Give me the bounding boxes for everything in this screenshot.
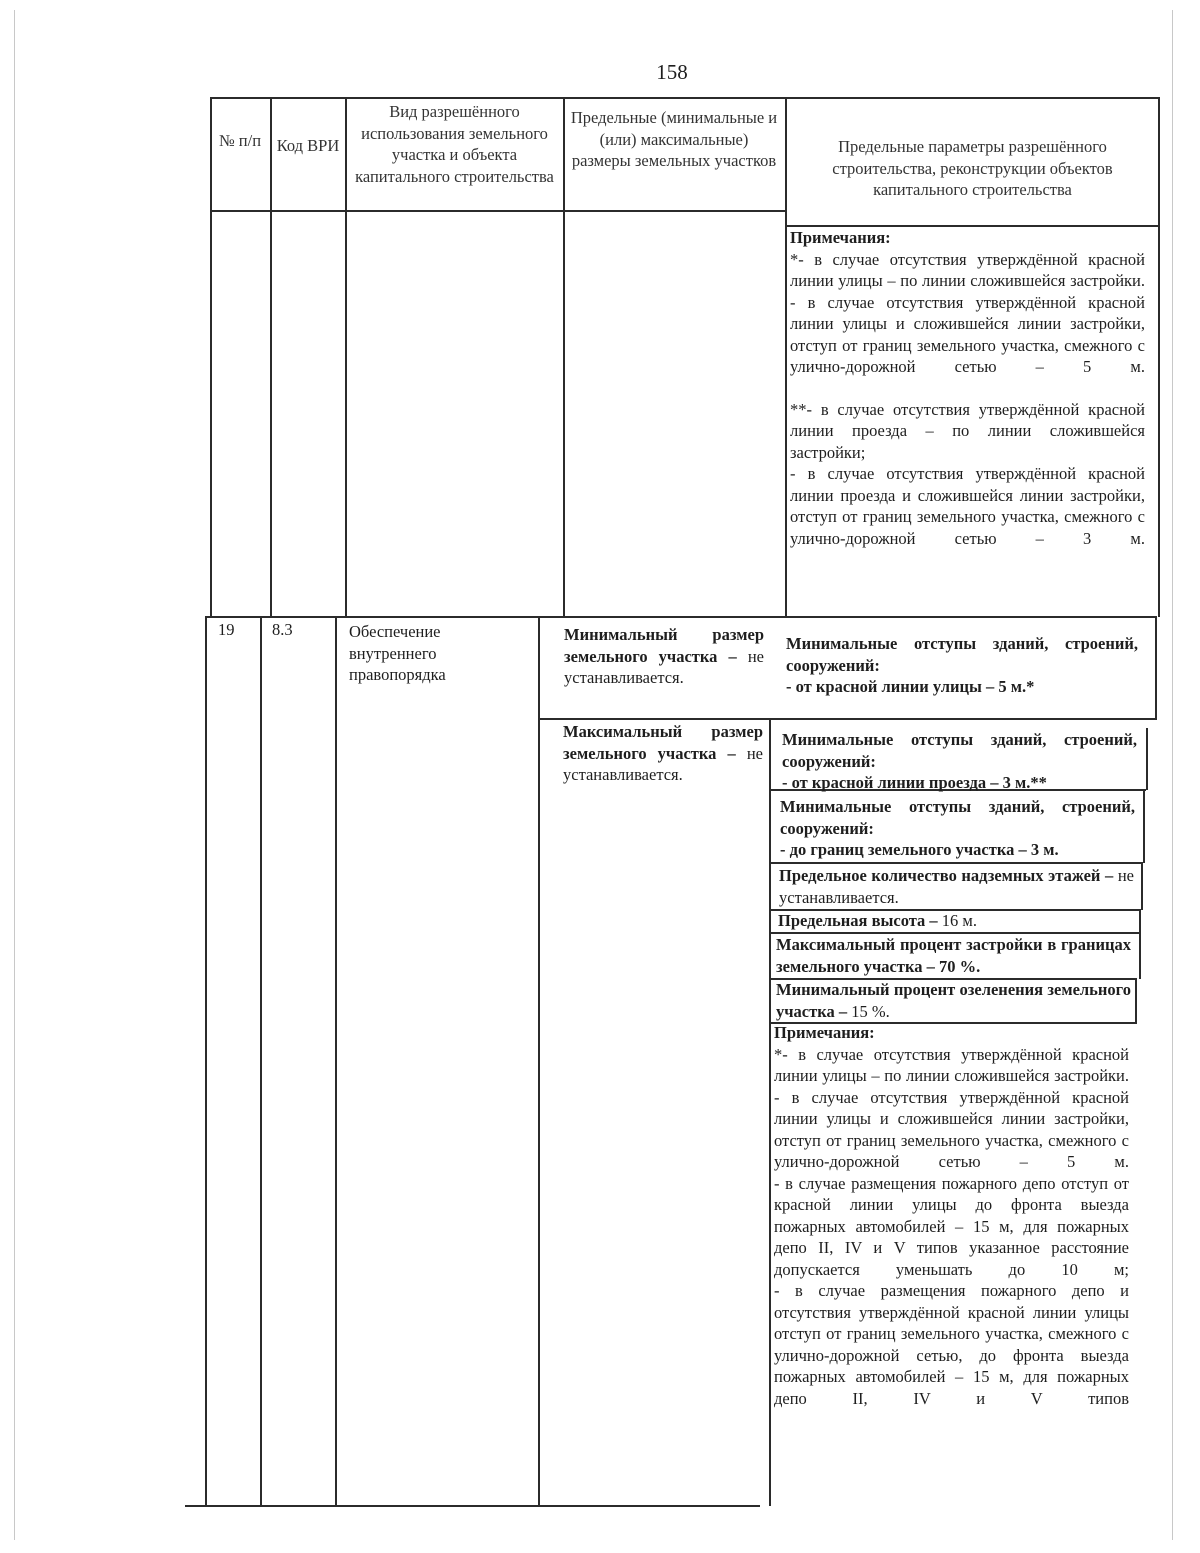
row19-code: 8.3 [272,620,293,639]
param-2-value: - от красной линии проезда – 3 м.** [782,773,1047,792]
min-size-value: не устанавливается. [564,646,764,687]
row19-use: Обеспечение внутреннего правопорядка [349,622,446,684]
row19-note-1: *- в случае отсутствия утверждённой красной линии улицы – по линии сложившейся застройки. [774,1044,1129,1085]
row19-num: 19 [218,620,235,639]
header-col-code: Код ВРИ [276,136,340,155]
param-1-label: Минимальные отступы зданий, строений, сооружений: [786,634,1138,675]
param-setback-boundary [780,796,1135,861]
param-7-label: Минимальный процент озеленения земельного участка – [776,980,1131,1021]
prev-note-2: - в случае отсутствия утверждённой красной линии улицы и сложившейся линии застройки, отступ от границ земельного участка, смежного с улично-дорожной сетью – 5 м. [790,292,1145,376]
row19-note-2: - в случае отсутствия утверждённой красной линии улицы и сложившейся линии застройки, отступ от границ земельного участка, смежного с улично-дорожной сетью – 5 м. [774,1087,1129,1171]
prev-note-1: *- в случае отсутствия утверждённой красной линии улицы – по линии сложившейся застройки. [790,249,1145,290]
row19-min-size [564,624,764,689]
param-5-value: 16 м. [941,911,977,930]
param-5-label: Предельная высота – [778,911,938,930]
header-col-num: № п/п [218,131,262,150]
param-6-label: Максимальный процент застройки в границах земельного участка – [776,935,1131,976]
row19-notes-title: Примечания: [774,1023,875,1042]
max-size-value: не устанавливается. [563,743,763,784]
param-2-label: Минимальные отступы зданий, строений, сооружений: [782,730,1137,771]
param-setback-street [786,633,1138,698]
header-col-use: Вид разрешённого использования земельного участка и объекта капитального строительства [355,102,554,186]
scan-edge-right [1172,10,1173,1540]
param-6-value: 70 %. [938,956,981,976]
param-4-label: Предельное количество надземных этажей – [779,866,1114,885]
min-size-label: Минимальный размер земельного участка – [564,625,764,666]
header-col-params: Предельные параметры разрешённого строительства, реконструкции объектов капитального строительства [832,137,1113,199]
row19-note-3: - в случае размещения пожарного депо отступ от красной линии улицы до фронта выезда пожарных автомобилей – 15 м, для пожарных депо II, IV и V типов указанное расстояние допускается уменьшать до 10 м; [774,1173,1129,1279]
row19-max-size [563,721,763,786]
prev-notes [790,227,1145,549]
param-min-greening [776,979,1131,1022]
scan-edge-left [14,10,15,1540]
param-7-value: 15 %. [851,1001,890,1021]
param-1-value: - от красной линии улицы – 5 м.* [786,677,1035,696]
param-max-coverage [776,934,1131,977]
prev-note-4: - в случае отсутствия утверждённой красной линии проезда и сложившейся линии застройки, отступ от границ земельного участка, смежного с улично-дорожной сетью – 3 м. [790,464,1145,548]
row19-notes [774,1022,1129,1506]
param-height [778,910,1133,932]
param-floors [779,865,1134,908]
param-3-label: Минимальные отступы зданий, строений, сооружений: [780,797,1135,838]
param-3-value: - до границ земельного участка – 3 м. [780,840,1059,859]
max-size-label: Максимальный размер земельного участка – [563,722,763,763]
row19-note-4: - в случае размещения пожарного депо и отсутствия утверждённой красной линии улицы отступ от границ земельного участка, смежного с улично-дорожной сетью, до фронта выезда пожарных автомобилей – 15 м, для пожарных депо II, IV и V типов [774,1281,1129,1408]
prev-notes-title: Примечания: [790,228,891,247]
header-col-size: Предельные (минимальные и (или) максимальные) размеры земельных участков [570,108,778,170]
param-setback-passage [782,729,1137,794]
prev-note-3: **- в случае отсутствия утверждённой красной линии проезда – по линии сложившейся застройки; [790,399,1145,462]
page-number: 158 [656,60,688,84]
param-4-value: не устанавливается. [779,866,1134,907]
